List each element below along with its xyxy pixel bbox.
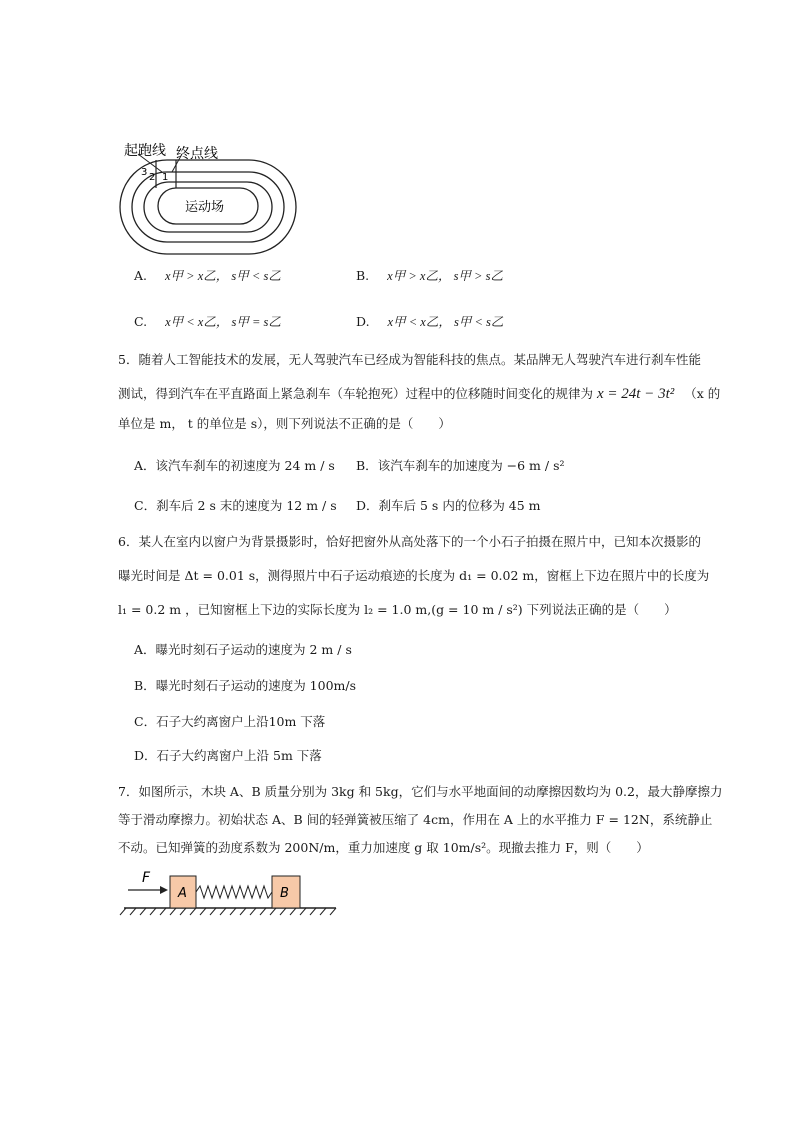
option-letter: D． <box>356 498 379 513</box>
option-letter: D. <box>356 314 370 329</box>
q5-stem-unit: （x 的 <box>684 386 721 401</box>
option-letter: C． <box>134 498 157 513</box>
block-b-label: B <box>280 886 289 901</box>
q5-formula: x = 24t − 3t² <box>597 386 675 402</box>
q5-stem-line-2 <box>118 384 720 403</box>
option-text: 曝光时刻石子运动的速度为 2 m / s <box>155 642 352 657</box>
option-letter: A． <box>134 458 156 473</box>
q7-stem-line-1: 7．如图所示，木块 A、B 质量分别为 3kg 和 5kg，它们与水平地面间的动摩擦因数均为 0.2，最大静摩擦力 <box>118 784 723 799</box>
q7-stem-line-2: 等于滑动摩擦力。初始状态 A、B 间的轻弹簧被压缩了 4cm，作用在 A 上的水平推力 F = 12N，系统静止 <box>118 812 713 827</box>
q5-option-d[interactable] <box>356 496 541 514</box>
option-text: 刹车后 5 s 内的位移为 45 m <box>378 498 541 513</box>
q6-stem-line-3: l₁ = 0.2 m ，已知窗框上下边的实际长度为 l₂ = 1.0 m,(g = 10 m / s²) 下列说法正确的是（ ） <box>118 602 677 617</box>
q6-option-c[interactable] <box>134 712 325 730</box>
option-text: x甲 < x乙， s甲 = s乙 <box>165 315 281 329</box>
q5-option-a[interactable] <box>134 456 335 474</box>
q6-stem-line-2: 曝光时间是 Δt = 0.01 s，测得照片中石子运动痕迹的长度为 d₁ = 0.02 m，窗框上下边在照片中的长度为 <box>118 568 710 583</box>
q4-option-b[interactable] <box>356 266 503 284</box>
lane-number-1: 1 <box>162 172 169 183</box>
option-text: 曝光时刻石子运动的速度为 100m/s <box>155 678 356 693</box>
option-letter: D． <box>134 748 157 763</box>
finish-label: 终点线 <box>176 146 218 162</box>
q6-option-d[interactable] <box>134 746 322 764</box>
option-text: x甲 > x乙， s甲 > s乙 <box>387 269 503 283</box>
option-text: x甲 > x乙， s甲 < s乙 <box>165 269 281 283</box>
option-text: 石子大约离窗户上沿10m 下落 <box>156 714 326 729</box>
q4-option-a[interactable] <box>134 266 281 284</box>
option-letter: B． <box>134 678 156 693</box>
option-text: 该汽车刹车的加速度为 −6 m / s² <box>377 458 565 473</box>
q5-option-b[interactable] <box>356 456 565 474</box>
q5-stem-line-3: 单位是 m， t 的单位是 s），则下列说法不正确的是（ ） <box>118 416 451 431</box>
option-text: 刹车后 2 s 末的速度为 12 m / s <box>156 498 337 513</box>
option-text: x甲 < x乙， s甲 < s乙 <box>387 315 504 329</box>
block-a-label: A <box>178 886 187 901</box>
q7-stem-line-3: 不动。已知弹簧的劲度系数为 200N/m，重力加速度 g 取 10m/s²。现撤去推力 F，则（ ） <box>118 840 649 855</box>
lane-number-2: 2 <box>149 172 156 183</box>
option-letter: A. <box>134 268 148 283</box>
q5-stem-line-1: 5．随着人工智能技术的发展，无人驾驶汽车已经成为智能科技的焦点。某品牌无人驾驶汽车进行刹车性能 <box>118 352 701 367</box>
option-text: 石子大约离窗户上沿 5m 下落 <box>156 748 322 763</box>
q6-option-b[interactable] <box>134 676 356 694</box>
option-letter: A． <box>134 642 156 657</box>
option-letter: B. <box>356 268 370 283</box>
option-letter: B． <box>356 458 378 473</box>
force-arrow-head <box>160 886 168 894</box>
option-letter: C． <box>134 714 157 729</box>
q4-option-d[interactable] <box>356 312 503 330</box>
force-label: F <box>142 870 151 886</box>
lane-number-3: 3 <box>141 167 148 178</box>
option-text: 该汽车刹车的初速度为 24 m / s <box>155 458 335 473</box>
q5-option-c[interactable] <box>134 496 337 514</box>
start-label: 起跑线 <box>124 143 166 159</box>
q6-stem-line-1: 6．某人在室内以窗户为背景摄影时，恰好把窗外从高处落下的一个小石子拍摄在照片中，已知本次摄影的 <box>118 534 701 549</box>
field-label: 运动场 <box>185 200 225 215</box>
q4-option-c[interactable] <box>134 312 281 330</box>
q5-stem-text: 测试，得到汽车在平直路面上紧急刹车（车轮抱死）过程中的位移随时间变化的规律为 <box>118 386 594 401</box>
spring <box>196 886 272 898</box>
option-letter: C. <box>134 314 148 329</box>
q7-spring-block-figure <box>118 866 342 916</box>
q6-option-a[interactable] <box>134 640 352 658</box>
ground-hatching <box>120 908 336 915</box>
track-figure <box>112 138 312 258</box>
